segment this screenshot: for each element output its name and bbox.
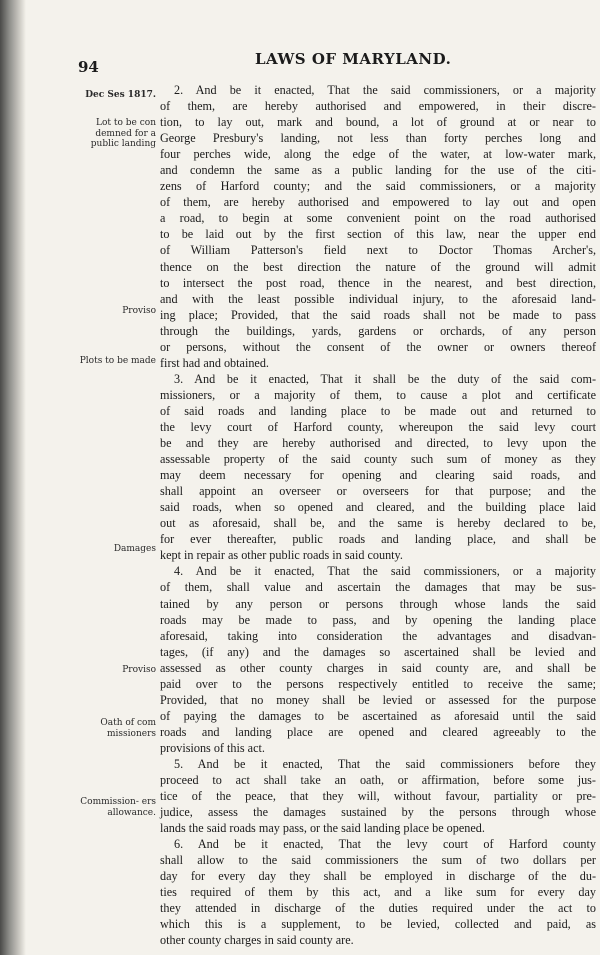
text-line: 3. And be it enacted, That it shall be the duty of the said com- — [174, 371, 596, 386]
text-line: of paying the damages to be ascertained as aforesaid until the said — [160, 708, 596, 723]
margin-note-proviso-2: Proviso — [122, 665, 156, 675]
text-line: of them, shall value and ascertain the damages that may be sus- — [160, 580, 596, 595]
text-line: a road, to begin at some convenient point on the road authorised — [160, 211, 596, 226]
text-line: be and they are hereby authorised and directed, to levy upon the — [160, 436, 596, 451]
margin-note-lot-landing: Lot to be con demned for a public landing — [90, 118, 156, 149]
text-line: roads may be made to pass, and by opening the landing place — [160, 612, 596, 627]
margin-note-proviso: Proviso — [122, 306, 156, 316]
text-line: roads and landing place are opened and cleared agreeably to the — [160, 724, 596, 739]
text-line: of said roads and landing place to be made out and returned to — [160, 403, 596, 418]
text-line: assessable property of the said county such sum of money as they — [160, 452, 596, 467]
text-line: they attended in discharge of the duties required under the act to — [160, 901, 596, 916]
text-line: through the buildings, yards, gardens or orchards, of any person — [160, 323, 596, 338]
text-line: for ever thereafter, public roads and landing place, and shall be — [160, 532, 596, 547]
text-line: George Presbury's landing, not less than forty perches long and — [160, 131, 596, 146]
text-line: ing place; Provided, that the said roads shall not be made to pass — [160, 307, 596, 322]
text-line: of William Patterson's field next to Doctor Thomas Archer's, — [160, 243, 596, 258]
text-line: zens of Harford county; and the said commissioners, or a majority — [160, 179, 596, 194]
text-line: proceed to act shall take an oath, or affirmation, before some jus- — [160, 773, 596, 788]
margin-note-session: Dec Ses 1817. — [85, 90, 156, 100]
text-line: the levy court of Harford county, whereupon the said levy court — [160, 419, 596, 434]
law-text — [160, 82, 596, 949]
text-line: may deem necessary for opening and clearing said roads, and — [160, 468, 596, 483]
text-line: out as aforesaid, shall be, and the same is hereby declared to be, — [160, 516, 596, 531]
text-line: kept in repair as other public roads in said county. — [160, 548, 403, 563]
text-line: which this is a supplement, to be levied, collected and paid, as — [160, 917, 596, 932]
text-line: assessed as other county charges in said county are, and shall be — [160, 660, 596, 675]
text-line: 5. And be it enacted, That the said commissioners before they — [174, 756, 596, 771]
text-line: judice, assess the damages sustained by the persons through whose — [160, 805, 596, 820]
text-line: lands the said roads may pass, or the said landing place be opened. — [160, 821, 485, 836]
page-number: 94 — [78, 58, 99, 76]
text-line: aforesaid, taking into consideration the advantages and disadvan- — [160, 628, 596, 643]
text-line: of them, are hereby authorised and empowered to lay out and open — [160, 195, 596, 210]
text-line: thence on the best direction the nature of the ground will admit — [160, 259, 596, 274]
text-line: shall allow to the said commissioners the sum of two dollars per — [160, 853, 596, 868]
text-line: tion, to lay out, mark and bound, a lot of ground at or near to — [160, 115, 596, 130]
text-line: first had and obtained. — [160, 355, 269, 370]
text-line: tages, (if any) and the damages so ascertained shall be levied and — [160, 644, 596, 659]
text-line: paid over to the persons respectively entitled to receive the same; — [160, 676, 596, 691]
text-line: Provided, that no money shall be levied or assessed for the purpose — [160, 692, 596, 707]
text-line: other county charges in said county are. — [160, 933, 354, 948]
text-line: shall appoint an overseer or overseers for that purpose; and the — [160, 484, 596, 499]
text-line: day for every day they shall be employed in discharge of the du- — [160, 869, 596, 884]
margin-note-allowance: Commission- ers allowance. — [80, 797, 156, 818]
text-line: missioners, or a majority of them, to cause a plot and certificate — [160, 387, 596, 402]
text-line: ties required of them by this act, and a like sum for every day — [160, 885, 596, 900]
text-line: to intersect the post road, thence in the nearest, and best direction, — [160, 275, 596, 290]
margin-note-damages: Damages — [113, 544, 156, 554]
text-line: provisions of this act. — [160, 740, 265, 755]
margin-note-oath: Oath of com missioners — [100, 718, 156, 739]
binding-gutter-shadow — [0, 0, 26, 955]
text-line: 4. And be it enacted, That the said commissioners, or a majority — [174, 564, 596, 579]
text-line: to be laid out by the first section of this law, near the upper end — [160, 227, 596, 242]
text-line: four perches wide, along the edge of the water, at low-water mark, — [160, 147, 596, 162]
text-line: 6. And be it enacted, That the levy court of Harford county — [174, 837, 596, 852]
text-line: and condemn the same as a public landing for the use of the citi- — [160, 163, 596, 178]
margin-note-plots: Plots to be made — [79, 356, 156, 366]
text-line: or persons, without the consent of the owner or owners thereof — [160, 339, 596, 354]
text-line: tained by any person or persons through whose lands the said — [160, 596, 596, 611]
text-line: said roads, when so opened and cleared, and the building place laid — [160, 500, 596, 515]
text-line: tice of the peace, that they will, without favour, partiality or pre- — [160, 789, 596, 804]
running-head: LAWS OF MARYLAND. — [255, 50, 452, 68]
text-line: 2. And be it enacted, That the said commissioners, or a majority — [174, 83, 596, 97]
text-line: and with the least possible individual injury, to the aforesaid land- — [160, 291, 596, 306]
text-line: of them, are hereby authorised and empowered, in their discre- — [160, 99, 596, 114]
